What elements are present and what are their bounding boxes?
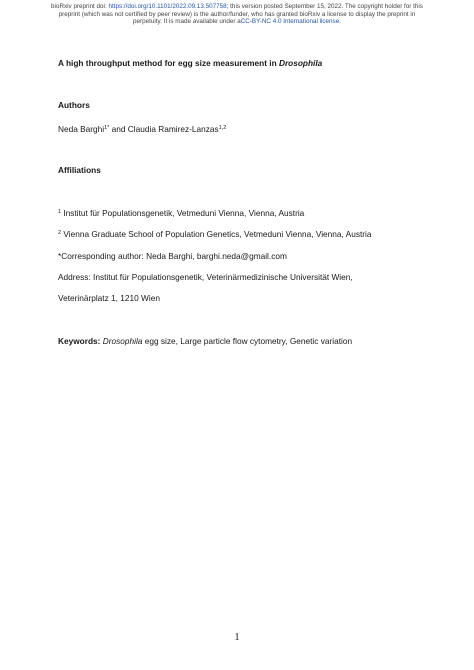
- header-line-3-suffix: .: [339, 18, 341, 26]
- license-link[interactable]: CC-BY-NC 4.0 International license: [240, 18, 340, 26]
- affiliation-2-text: Vienna Graduate School of Population Genetics, Vetmeduni Vienna, Vienna, Austria: [61, 229, 372, 239]
- affiliation-2: [58, 229, 372, 239]
- affiliation-1: [58, 208, 304, 218]
- doi-link[interactable]: https://doi.org/10.1101/2022.09.13.507758: [108, 3, 227, 10]
- affiliation-2-number: 2: [58, 230, 62, 236]
- keywords-label: Keywords:: [58, 336, 103, 346]
- author-1-name: Neda Barghi: [58, 124, 105, 134]
- paper-title: [58, 58, 322, 68]
- author-1-affiliation-mark: 1*: [104, 125, 110, 131]
- keywords-line: [58, 336, 352, 346]
- preprint-header: [20, 3, 454, 26]
- author-joiner: and: [109, 124, 128, 134]
- header-line-3-prefix: perpetuity. It is made available under a: [133, 18, 241, 26]
- affiliations-heading: Affiliations: [58, 165, 101, 175]
- address-line-2: Veterinärplatz 1, 1210 Wien: [58, 293, 160, 303]
- header-line-1-prefix: bioRxiv preprint doi:: [51, 3, 109, 10]
- address-line-1: Address: Institut für Populationsgenetik, Veterinärmedizinische Universität Wien,: [58, 272, 353, 282]
- title-main: A high throughput method for egg size measurement in: [58, 58, 279, 68]
- affiliation-1-text: Institut für Populationsgenetik, Vetmeduni Vienna, Vienna, Austria: [61, 208, 305, 218]
- author-2-name: Claudia Ramirez-Lanzas: [127, 124, 219, 134]
- page-number: 1: [234, 631, 240, 643]
- header-line-3: [20, 18, 454, 26]
- keywords-italic-term: Drosophila: [102, 336, 143, 346]
- affiliation-1-number: 1: [58, 209, 62, 215]
- header-line-2: preprint (which was not certified by peer review) is the author/funder, who has granted bioRxiv a license to display the preprint in: [58, 10, 416, 18]
- authors-heading: Authors: [58, 100, 90, 110]
- corresponding-author: *Corresponding author: Neda Barghi, barghi.neda@gmail.com: [58, 251, 287, 261]
- header-line-1: [20, 3, 454, 11]
- authors-line: [58, 124, 226, 134]
- author-2-affiliation-mark: 1,2: [218, 125, 227, 131]
- keywords-text: egg size, Large particle flow cytometry, Genetic variation: [142, 336, 353, 346]
- title-italic: Drosophila: [278, 58, 323, 68]
- header-line-1-suffix: ; this version posted September 15, 2022. The copyright holder for this: [226, 3, 423, 10]
